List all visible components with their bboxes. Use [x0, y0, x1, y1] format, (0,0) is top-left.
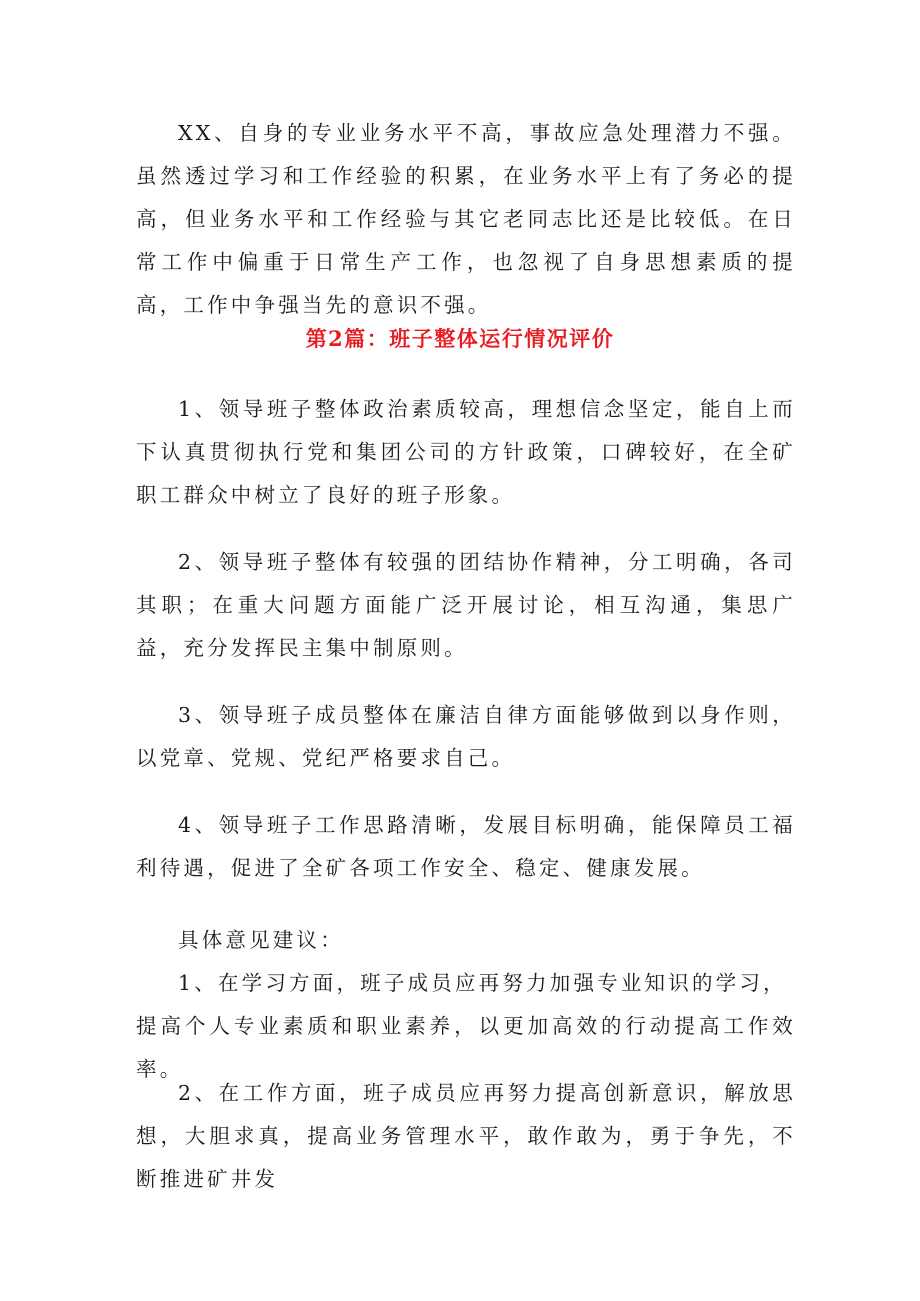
section-title: 第2篇：班子整体运行情况评价: [305, 326, 615, 351]
paragraph-3: 3、领导班子成员整体在廉洁自律方面能够做到以身作则，以党章、党规、党纪严格要求自己。: [136, 703, 796, 770]
paragraph-1: 1、领导班子整体政治素质较高，理想信念坚定，能自上而下认真贯彻执行党和集团公司的方针政策，口碑较好，在全矿职工群众中树立了良好的班子形象。: [136, 397, 796, 507]
paragraph-2: 2、领导班子整体有较强的团结协作精神，分工明确，各司其职；在重大问题方面能广泛开展讨论，相互沟通，集思广益，充分发挥民主集中制原则。: [136, 550, 796, 660]
suggestion-1-line-1: 1、在学习方面，班子成员应再努力加强专业知识的学习，: [178, 971, 787, 995]
intro-paragraph: XX、自身的专业业务水平不高，事故应急处理潜力不强。虽然透过学习和工作经验的积累，在业务水平上有了务必的提高，但业务水平和工作经验与其它老同志比还是比较低。在日常工作中偏重于日常生产工作，也忽视了自身思想素质的提高，工作中争强当先的意识不强。: [136, 121, 796, 317]
suggestion-2: 2、在工作方面，班子成员应再努力提高创新意识，解放思想，大胆求真，提高业务管理水平，敢作敢为，勇于争先，不断推进矿井发: [136, 1081, 796, 1191]
suggestion-1-line-2: 提高个人专业素质和职业素养，以更加高效的行动提高工作效率。: [136, 1014, 796, 1081]
suggestions-heading: 具体意见建议：: [178, 928, 344, 952]
paragraph-4: 4、领导班子工作思路清晰，发展目标明确，能保障员工福利待遇，促进了全矿各项工作安全、稳定、健康发展。: [136, 813, 796, 880]
